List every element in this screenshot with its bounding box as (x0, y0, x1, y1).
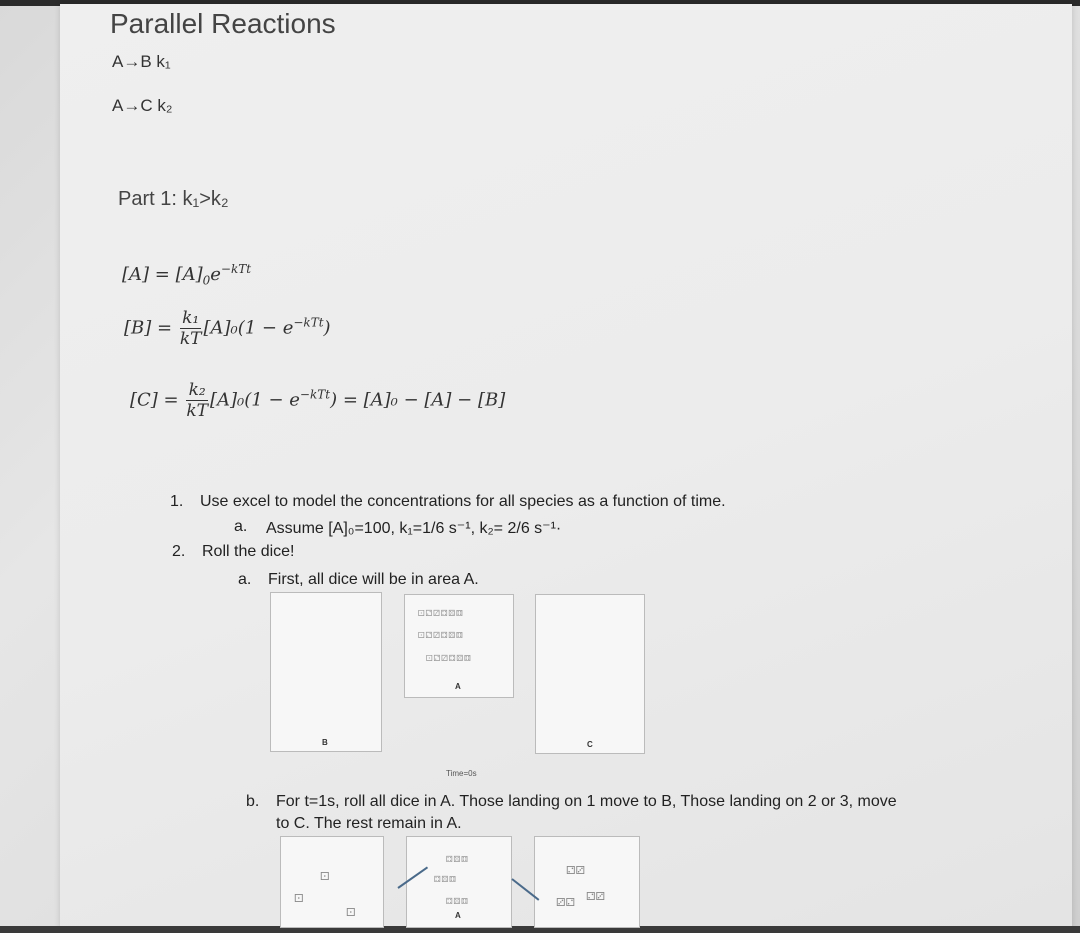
diagram2-label-a: A (455, 911, 461, 920)
equation-b-den: kT (179, 329, 202, 349)
equation-a-exp: −kTt (220, 262, 252, 276)
diagram1-label-c: C (587, 740, 593, 749)
diagram2-area-b (280, 836, 384, 928)
equation-a-sub: 0 (202, 273, 211, 288)
list-item-1: Use excel to model the concentrations for all species as a function of time. (200, 493, 726, 510)
equation-a (122, 262, 251, 288)
equation-b-num: k₁ (180, 308, 202, 329)
diagram1-dice-row-2: ⚀⚁⚂⚃⚄⚅ (418, 628, 464, 641)
document-page (60, 4, 1072, 929)
equation-b-close: ) (323, 317, 331, 339)
equation-b-rhs: [A]₀(1 − e (203, 317, 294, 339)
equation-b-exp: −kTt (293, 315, 324, 330)
page-title: Parallel Reactions (110, 8, 336, 39)
list-item-2a: First, all dice will be in area A. (268, 571, 479, 588)
equation-b-lhs: [B] = (124, 317, 173, 339)
diagram1-area-b (270, 592, 382, 752)
diagram1-dice-row-3: ⚀⚁⚂⚃⚄⚅ (426, 651, 472, 664)
diagram2-dice-a-1: ⚃⚄⚅ (446, 852, 469, 865)
equation-a-e: e (210, 264, 221, 285)
diagram2-dice-a-3: ⚃⚄⚅ (446, 894, 469, 907)
diagram1-label-b: B (322, 738, 328, 747)
diagram1-label-a: A (455, 682, 461, 691)
list-item-1a-letter: a. (234, 518, 248, 535)
equation-c-lhs: [C] = (130, 389, 179, 411)
equation-b-fraction (180, 308, 202, 349)
equation-b (124, 308, 331, 349)
diagram1-area-c (535, 594, 645, 754)
equation-c-fraction (186, 380, 208, 421)
equation-c-exp: −kTt (299, 387, 331, 402)
diagram1-caption: Time=0s (446, 769, 477, 778)
equation-a-lhs: [A] = [A] (122, 264, 203, 285)
equation-c-close: ) = [A]₀ − [A] − [B] (330, 389, 506, 411)
list-item-2b-line-1: For t=1s, roll all dice in A. Those landing on 1 move to B, Those landing on 2 or 3, move (276, 793, 897, 810)
equation-c-rhs: [A]₀(1 − e (210, 389, 300, 411)
diagram2-area-c (534, 836, 640, 928)
diagram2-die-b-2: ⚀ (294, 893, 304, 905)
diagram2-die-b-3: ⚀ (346, 907, 356, 919)
list-item-2b-letter: b. (246, 793, 260, 810)
reaction-a-to-c: A→C k₂ (112, 96, 173, 115)
list-item-2: Roll the dice! (202, 543, 295, 560)
equation-c (130, 380, 505, 421)
list-item-2-number: 2. (172, 543, 186, 560)
list-item-1-number: 1. (170, 493, 184, 510)
diagram2-dice-a-2: ⚃⚄⚅ (434, 872, 457, 885)
diagram2-die-b-1: ⚀ (320, 871, 330, 883)
list-item-2a-letter: a. (238, 571, 252, 588)
diagram1-dice-row-1: ⚀⚁⚂⚃⚄⚅ (418, 606, 464, 619)
reaction-a-to-b: A→B k₁ (112, 52, 171, 71)
diagram2-die-c-3: ⚁⚂ (586, 891, 606, 903)
equation-c-den: kT (186, 401, 208, 421)
diagram2-die-c-2: ⚂⚁ (556, 897, 576, 909)
diagram2-die-c-1: ⚁⚂ (566, 865, 586, 877)
equation-c-num: k₂ (186, 380, 208, 401)
part1-heading: Part 1: k₁>k₂ (118, 188, 229, 210)
list-item-2b-line-2: to C. The rest remain in A. (276, 815, 462, 832)
list-item-1a: Assume [A]₀=100, k₁=1/6 s⁻¹, k₂= 2/6 s⁻¹· (266, 520, 562, 537)
